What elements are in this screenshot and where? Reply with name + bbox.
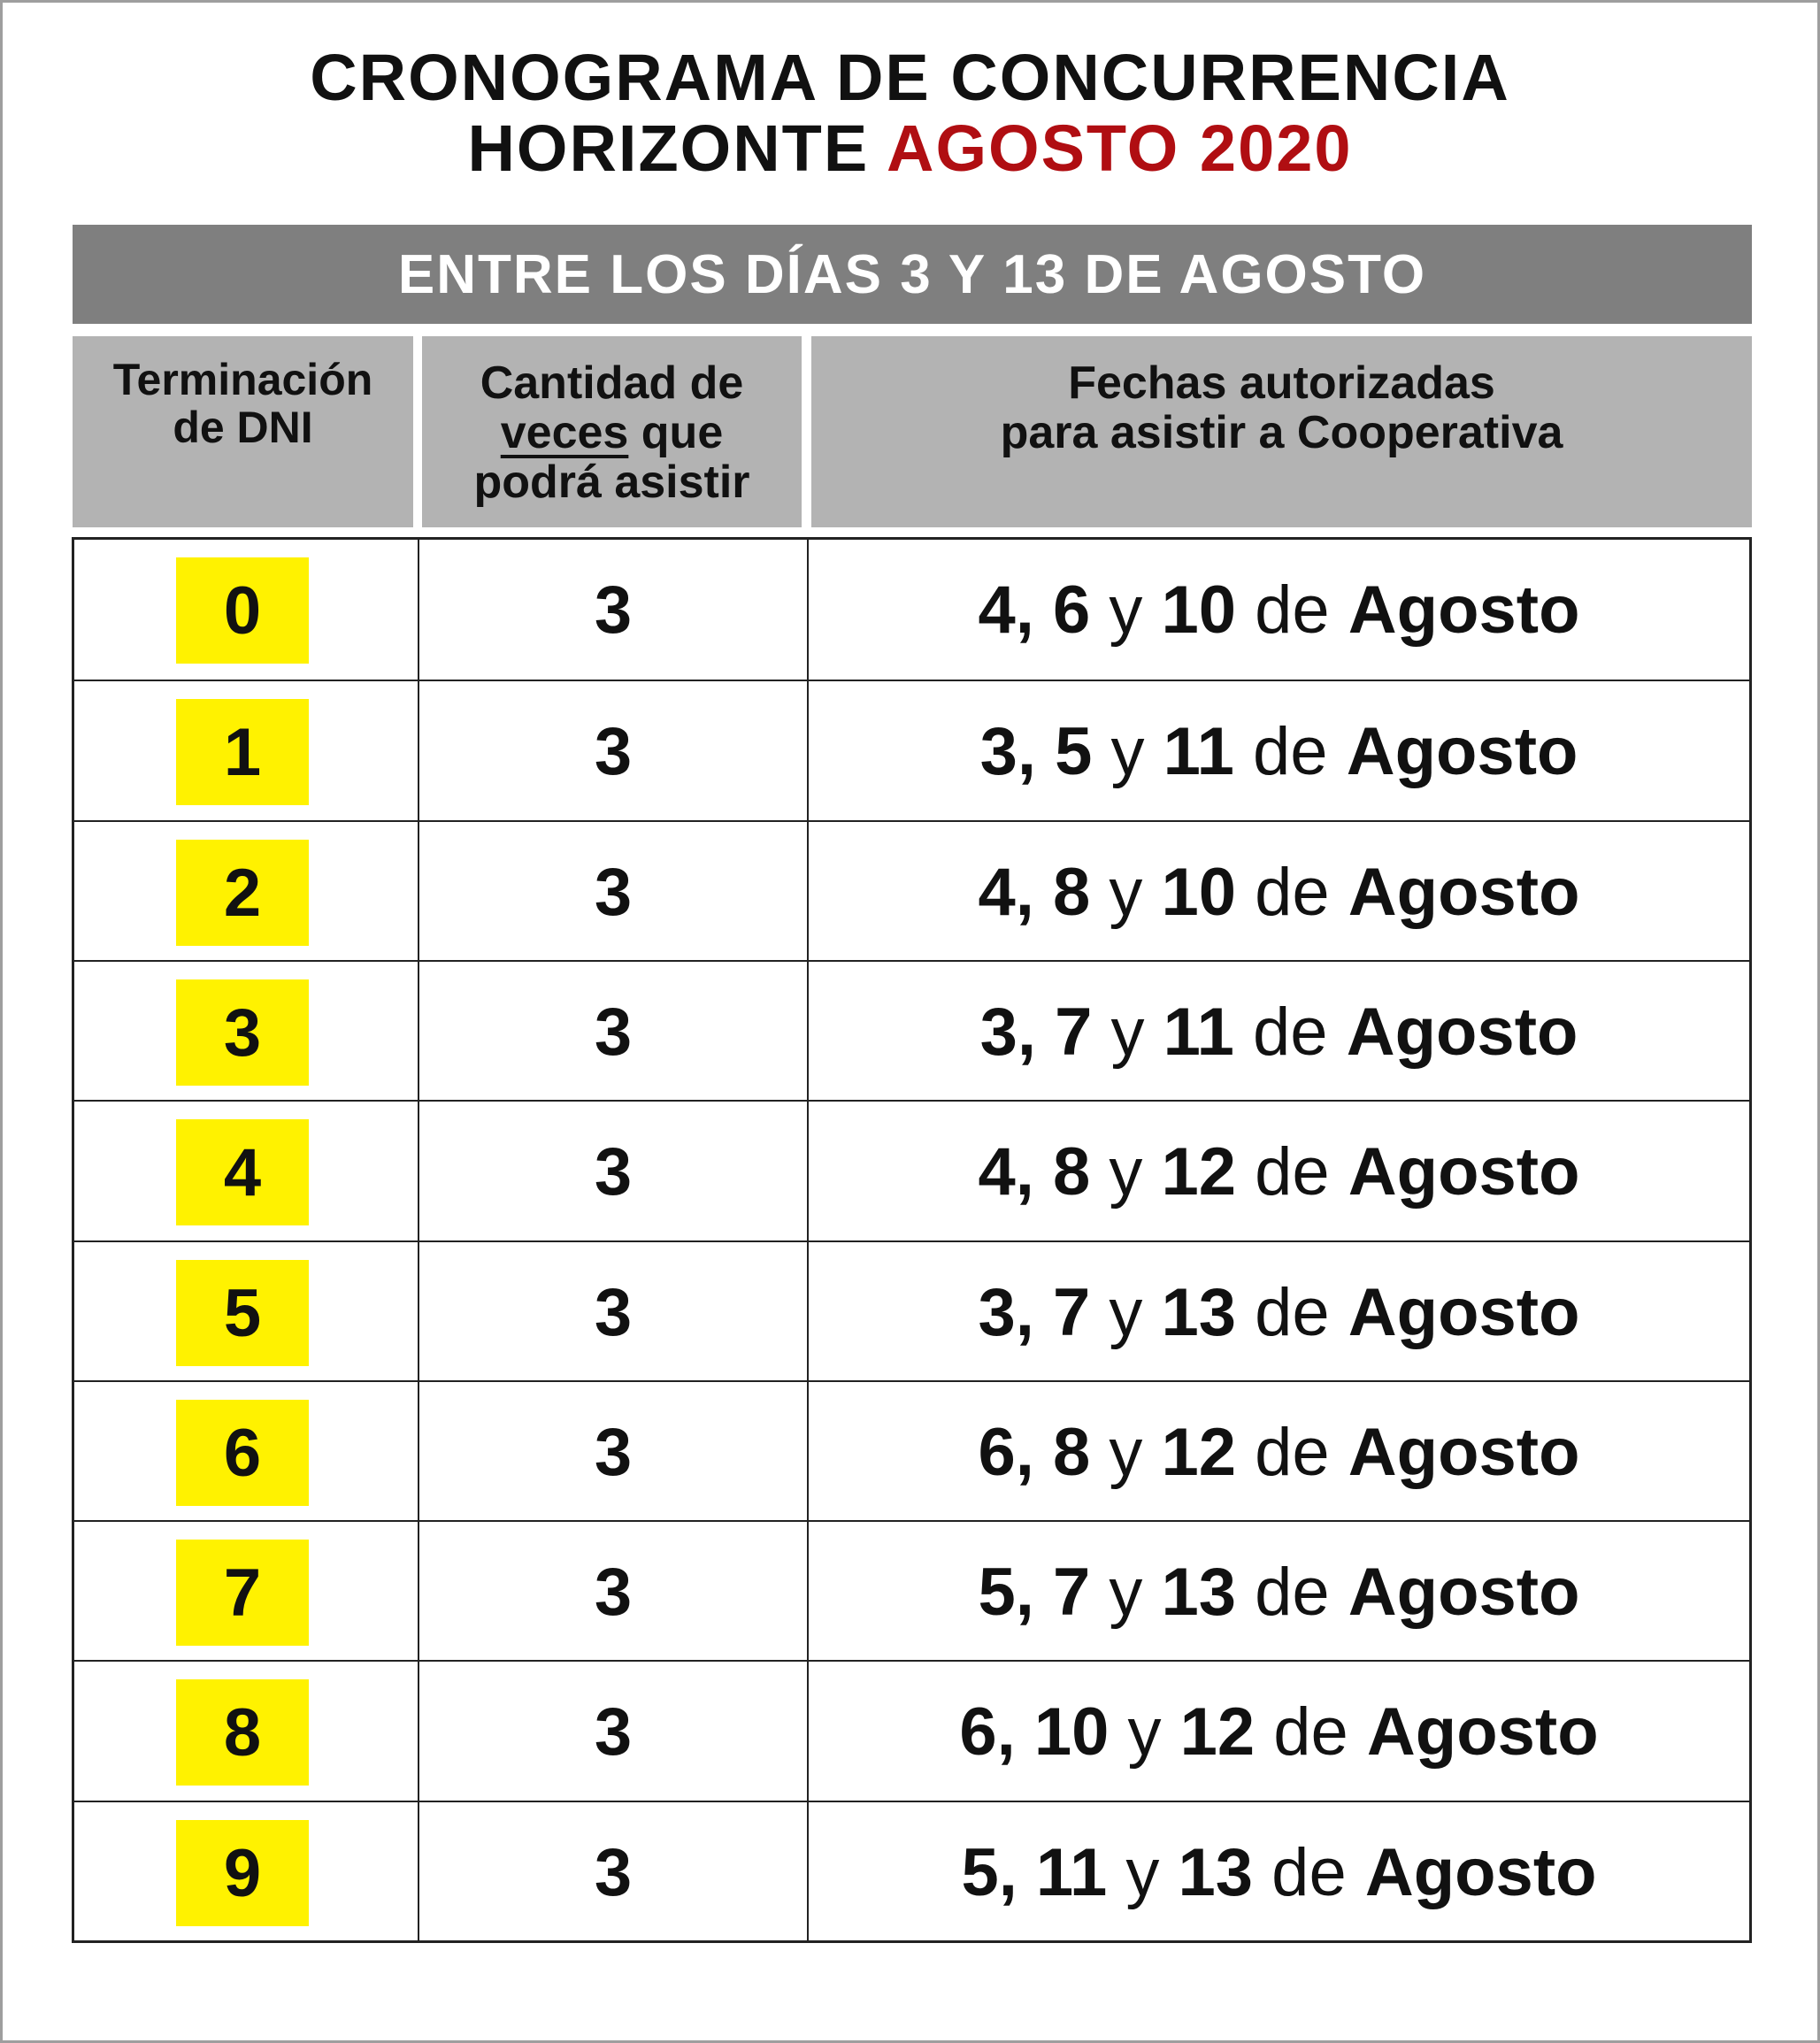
dni-ending-cell: 1 bbox=[176, 699, 309, 805]
authorized-dates-cell bbox=[809, 1382, 1749, 1523]
dates-connector: y bbox=[1090, 1415, 1162, 1490]
table-row bbox=[74, 1801, 1749, 1943]
dates-preposition: de bbox=[1255, 1694, 1367, 1770]
schedule-table bbox=[72, 537, 1752, 1943]
authorized-dates-cell bbox=[809, 681, 1749, 822]
authorized-dates-cell bbox=[809, 962, 1749, 1102]
dates-first: 3, 5 bbox=[979, 714, 1093, 789]
header-dates-line1: Fechas autorizadas bbox=[1068, 357, 1495, 409]
dni-ending-cell: 0 bbox=[176, 557, 309, 664]
dates-last: 11 bbox=[1163, 995, 1234, 1070]
table-row bbox=[74, 960, 1749, 1102]
dates-first: 4, 8 bbox=[978, 1134, 1091, 1210]
dates-preposition: de bbox=[1236, 1555, 1348, 1630]
dates-month: Agosto bbox=[1348, 1134, 1580, 1210]
date-range-banner: ENTRE LOS DÍAS 3 Y 13 DE AGOSTO bbox=[73, 225, 1752, 324]
dates-connector: y bbox=[1090, 572, 1162, 648]
times-count-cell: 3 bbox=[594, 1275, 633, 1350]
dates-preposition: de bbox=[1253, 1835, 1365, 1910]
times-count-cell: 3 bbox=[594, 1694, 633, 1770]
column-divider bbox=[418, 540, 419, 1940]
authorized-dates-cell bbox=[809, 822, 1749, 963]
header-dni-ending bbox=[73, 336, 413, 527]
table-row bbox=[74, 820, 1749, 963]
table-row bbox=[74, 1380, 1749, 1523]
dates-month: Agosto bbox=[1348, 1275, 1580, 1350]
header-times-count bbox=[422, 336, 802, 527]
dates-month: Agosto bbox=[1346, 995, 1578, 1070]
dni-ending-cell: 4 bbox=[176, 1119, 309, 1225]
header-count-line3: podrá asistir bbox=[473, 457, 750, 508]
dni-ending-cell: 5 bbox=[176, 1260, 309, 1366]
dates-last: 12 bbox=[1161, 1134, 1237, 1210]
table-row bbox=[74, 1240, 1749, 1383]
table-row bbox=[74, 1660, 1749, 1802]
dates-preposition: de bbox=[1236, 855, 1348, 930]
table-row bbox=[74, 680, 1749, 822]
dates-first: 6, 8 bbox=[978, 1415, 1091, 1490]
dates-first: 4, 6 bbox=[978, 572, 1091, 648]
dates-month: Agosto bbox=[1348, 1555, 1580, 1630]
header-count-line2 bbox=[422, 408, 802, 457]
table-row bbox=[74, 1520, 1749, 1663]
dni-ending-cell: 7 bbox=[176, 1540, 309, 1646]
dates-connector: y bbox=[1090, 855, 1162, 930]
page-title-line2 bbox=[3, 113, 1817, 184]
times-count-cell: 3 bbox=[594, 995, 633, 1070]
dates-last: 10 bbox=[1161, 572, 1237, 648]
dates-connector: y bbox=[1107, 1835, 1179, 1910]
title-prefix: HORIZONTE bbox=[467, 111, 887, 185]
dates-preposition: de bbox=[1236, 572, 1348, 648]
dates-month: Agosto bbox=[1366, 1694, 1599, 1770]
title-accent-month: AGOSTO 2020 bbox=[887, 111, 1353, 185]
dates-connector: y bbox=[1090, 1275, 1162, 1350]
dni-ending-cell: 3 bbox=[176, 979, 309, 1086]
dates-last: 13 bbox=[1161, 1275, 1237, 1350]
dates-preposition: de bbox=[1236, 1134, 1348, 1210]
authorized-dates-cell bbox=[809, 1802, 1749, 1943]
dates-month: Agosto bbox=[1348, 1415, 1580, 1490]
header-authorized-dates bbox=[811, 336, 1752, 527]
dates-connector: y bbox=[1092, 714, 1163, 789]
authorized-dates-cell bbox=[809, 540, 1749, 680]
dni-ending-cell: 9 bbox=[176, 1820, 309, 1926]
dates-connector: y bbox=[1090, 1134, 1162, 1210]
dates-month: Agosto bbox=[1364, 1835, 1597, 1910]
dates-last: 13 bbox=[1178, 1835, 1254, 1910]
authorized-dates-cell bbox=[809, 1242, 1749, 1383]
column-divider bbox=[807, 540, 809, 1940]
dni-ending-cell: 8 bbox=[176, 1679, 309, 1786]
dates-last: 11 bbox=[1163, 714, 1234, 789]
dates-preposition: de bbox=[1236, 1275, 1348, 1350]
times-count-cell: 3 bbox=[594, 1415, 633, 1490]
dates-first: 4, 8 bbox=[978, 855, 1091, 930]
authorized-dates-cell bbox=[809, 1102, 1749, 1242]
header-dates-line2: para asistir a Cooperativa bbox=[1000, 407, 1563, 458]
dates-preposition: de bbox=[1236, 1415, 1348, 1490]
dates-connector: y bbox=[1109, 1694, 1180, 1770]
dates-first: 5, 11 bbox=[961, 1835, 1108, 1910]
header-count-line1: Cantidad de bbox=[480, 357, 744, 409]
dates-month: Agosto bbox=[1348, 572, 1580, 648]
dates-first: 3, 7 bbox=[978, 1275, 1091, 1350]
dni-ending-cell: 2 bbox=[176, 840, 309, 946]
authorized-dates-cell bbox=[809, 1522, 1749, 1663]
header-count-rest: que bbox=[628, 407, 724, 458]
header-dni-line1: Terminación bbox=[112, 355, 373, 404]
dates-month: Agosto bbox=[1346, 714, 1578, 789]
times-count-cell: 3 bbox=[594, 855, 633, 930]
page-title-line1: CRONOGRAMA DE CONCURRENCIA bbox=[310, 41, 1510, 114]
times-count-cell: 3 bbox=[594, 1134, 633, 1210]
dates-first: 6, 10 bbox=[959, 1694, 1110, 1770]
table-row bbox=[74, 1100, 1749, 1242]
times-count-cell: 3 bbox=[594, 572, 633, 648]
times-count-cell: 3 bbox=[594, 1555, 633, 1630]
header-dni-line2: de DNI bbox=[173, 403, 313, 452]
dates-last: 10 bbox=[1161, 855, 1237, 930]
dates-preposition: de bbox=[1233, 995, 1347, 1070]
dates-last: 12 bbox=[1179, 1694, 1256, 1770]
table-row bbox=[74, 540, 1749, 680]
dates-month: Agosto bbox=[1348, 855, 1580, 930]
dates-first: 5, 7 bbox=[978, 1555, 1091, 1630]
dni-ending-cell: 6 bbox=[176, 1400, 309, 1506]
authorized-dates-cell bbox=[809, 1662, 1749, 1802]
times-count-cell: 3 bbox=[594, 1835, 633, 1910]
dates-connector: y bbox=[1090, 1555, 1162, 1630]
dates-first: 3, 7 bbox=[979, 995, 1093, 1070]
times-count-cell: 3 bbox=[594, 714, 633, 789]
dates-last: 13 bbox=[1161, 1555, 1237, 1630]
header-count-underlined: veces bbox=[500, 407, 629, 458]
dates-preposition: de bbox=[1233, 714, 1347, 789]
dates-last: 12 bbox=[1161, 1415, 1237, 1490]
dates-connector: y bbox=[1092, 995, 1163, 1070]
